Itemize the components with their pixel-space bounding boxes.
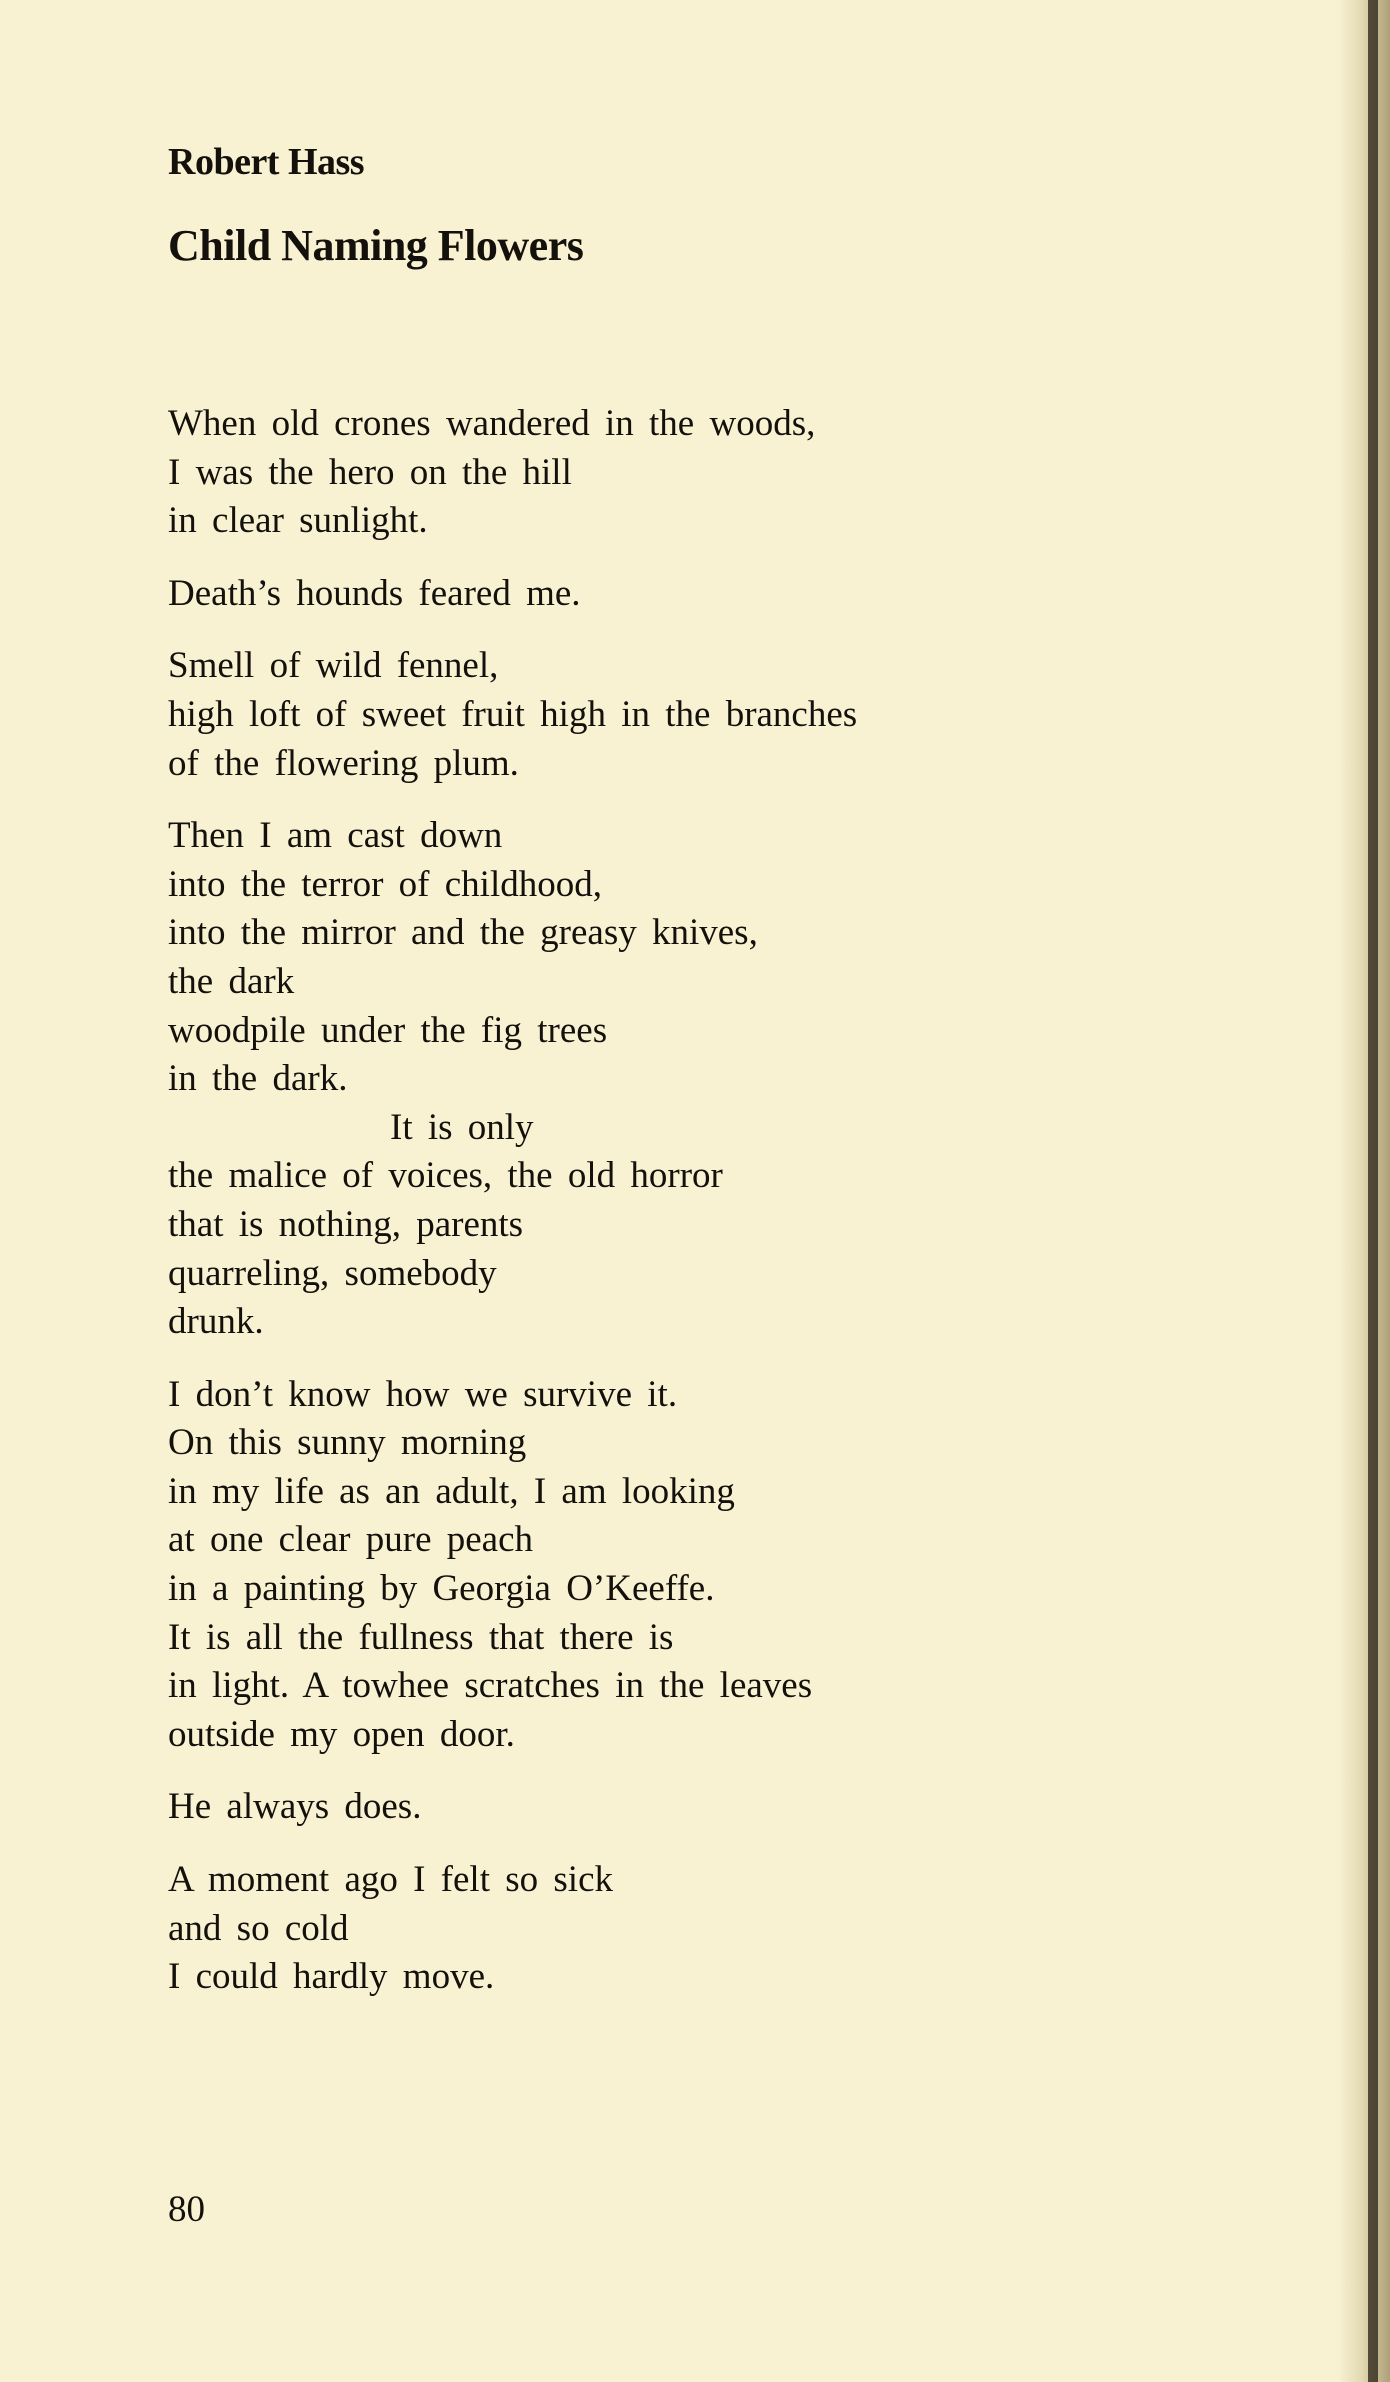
poem-line: that is nothing, parents	[168, 1203, 524, 1245]
poem-line-indented: It is only	[390, 1106, 534, 1148]
stanza	[168, 570, 1268, 619]
stanza	[168, 812, 1268, 1347]
poem-line: in light. A towhee scratches in the leaves	[168, 1665, 813, 1707]
poem-line: in the dark.	[168, 1058, 348, 1100]
poem-line: into the mirror and the greasy knives,	[168, 912, 758, 954]
poem-line: Then I am cast down	[168, 815, 503, 857]
poem-line: in a painting by Georgia O’Keeffe.	[168, 1568, 715, 1610]
poem-line: I was the hero on the hill	[168, 451, 572, 493]
stanza	[168, 1856, 1268, 2002]
poem-body	[168, 400, 1268, 2026]
poem-line: of the flowering plum.	[168, 742, 519, 784]
poem-line: When old crones wandered in the woods,	[168, 403, 816, 444]
poem-line: woodpile under the fig trees	[168, 1009, 608, 1051]
poem-line: It is all the fullness that there is	[168, 1616, 674, 1658]
poem-line: in clear sunlight.	[168, 500, 428, 542]
poem-line: into the terror of childhood,	[168, 863, 602, 905]
poem-line: outside my open door.	[168, 1713, 515, 1755]
poem-line: I could hardly move.	[168, 1956, 495, 1998]
page-number: 80	[168, 2189, 205, 2230]
stanza	[168, 1371, 1268, 1760]
poem-line: He always does.	[168, 1786, 422, 1828]
poem-line: drunk.	[168, 1301, 264, 1343]
poem-line: On this sunny morning	[168, 1422, 527, 1464]
author-name: Robert Hass	[168, 141, 365, 183]
page-gutter-shadow	[1338, 0, 1390, 2382]
poem-line: the dark	[168, 960, 295, 1002]
poem-line: A moment ago I felt so sick	[168, 1859, 613, 1901]
stanza	[168, 642, 1268, 788]
poem-line: at one clear pure peach	[168, 1519, 534, 1561]
poem-line: I don’t know how we survive it.	[168, 1373, 678, 1415]
stanza	[168, 1783, 1268, 1832]
poem-line: Death’s hounds feared me.	[168, 572, 581, 614]
poem-line: the malice of voices, the old horror	[168, 1155, 723, 1197]
poem-title: Child Naming Flowers	[168, 221, 584, 270]
poem-line: and so cold	[168, 1907, 349, 1949]
poem-line: high loft of sweet fruit high in the branches	[168, 693, 858, 735]
poem-line: quarreling, somebody	[168, 1252, 497, 1294]
poem-line: in my life as an adult, I am looking	[168, 1470, 735, 1512]
stanza	[168, 400, 1268, 546]
poem-line: Smell of wild fennel,	[168, 645, 499, 687]
page-edge	[1368, 0, 1378, 2382]
